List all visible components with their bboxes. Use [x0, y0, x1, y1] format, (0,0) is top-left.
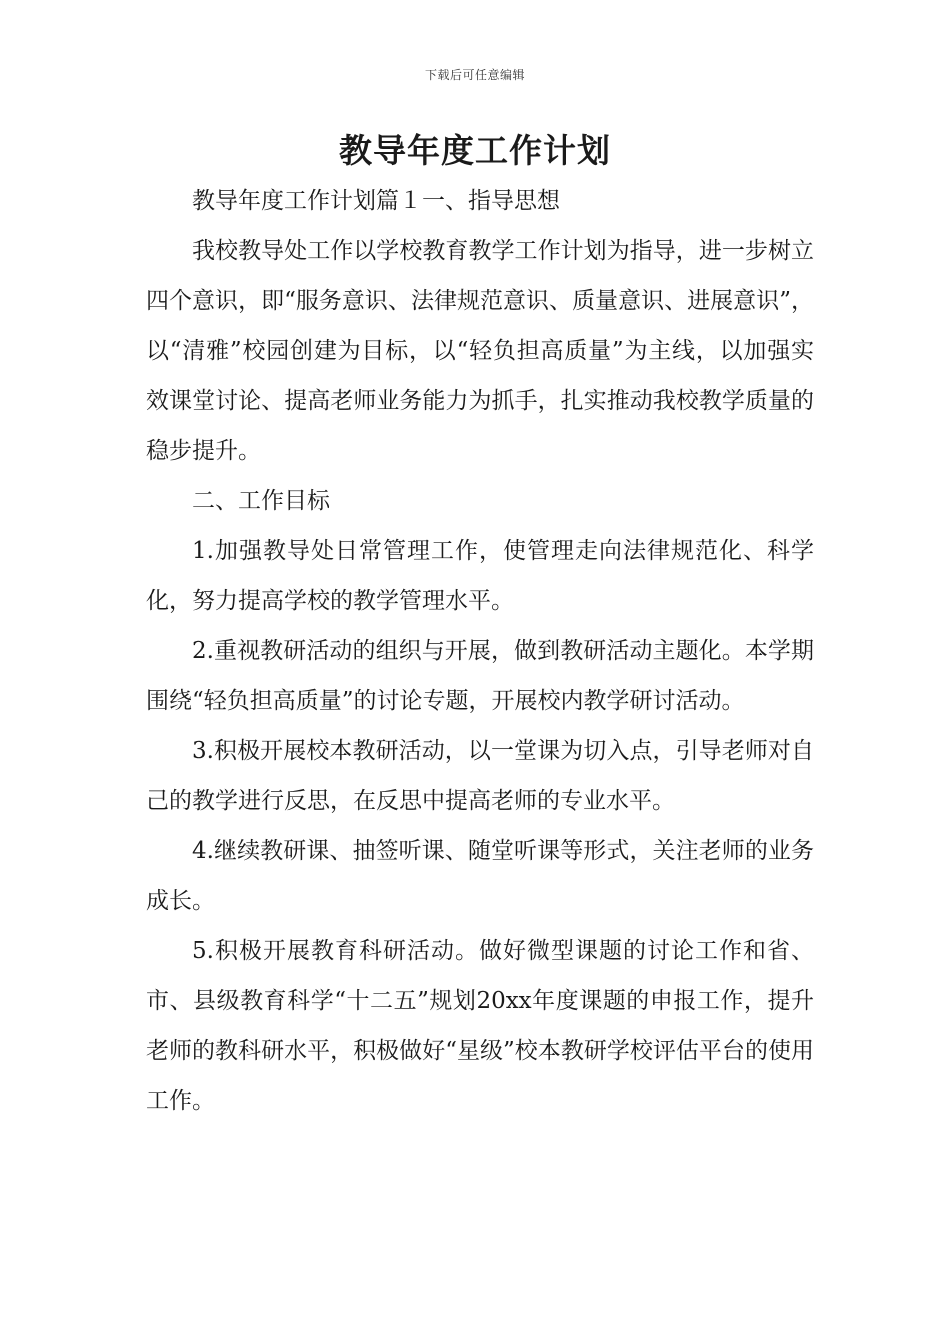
document-title: 教导年度工作计划: [339, 131, 611, 170]
goal-item-4: 4.继续教研课、抽签听课、随堂听课等形式，关注老师的业务成长。: [146, 838, 814, 914]
goal-item-2: 2.重视教研活动的组织与开展，做到教研活动主题化。本学期围绕“轻负担高质量”的讨论专题，开展校内教学研讨活动。: [146, 638, 814, 714]
header-note: 下载后可任意编辑: [424, 68, 525, 82]
goal-item-3: 3.积极开展校本教研活动，以一堂课为切入点，引导老师对自己的教学进行反思，在反思中提高老师的专业水平。: [146, 738, 814, 814]
paragraph-subtitle: 教导年度工作计划篇１一、指导思想: [192, 188, 560, 214]
goal-item-1: 1.加强教导处日常管理工作，使管理走向法律规范化、科学化，努力提高学校的教学管理水平。: [146, 538, 814, 614]
document-body: [146, 176, 814, 1126]
section-heading-goals: 二、工作目标: [192, 488, 330, 514]
goal-item-5: 5.积极开展教育科研活动。做好微型课题的讨论工作和省、市、县级教育科学“十二五”规划20xx年度课题的申报工作，提升老师的教科研水平，积极做好“星级”校本教研学校评估平台的使用工作。: [146, 938, 814, 1114]
paragraph-guiding-ideology: 我校教导处工作以学校教育教学工作计划为指导，进一步树立四个意识，即“服务意识、法律规范意识、质量意识、进展意识”，以“清雅”校园创建为目标，以“轻负担高质量”为主线，以加强实效课堂讨论、提高老师业务能力为抓手，扎实推动我校教学质量的稳步提升。: [146, 238, 814, 464]
